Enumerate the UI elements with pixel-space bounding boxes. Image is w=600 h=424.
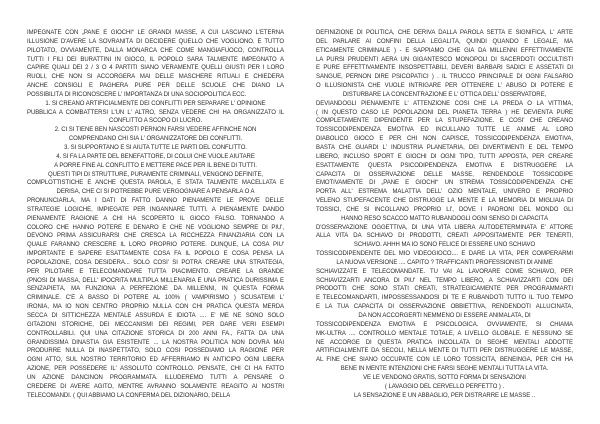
text-line: O ILLUSIONISTA CHE VUOLE INTRIGARE PER OTTENERE L' ABUSO DI POTERE È (316, 83, 573, 90)
text-line: QUALE FARANNO CRESCERE IL LORO PROPRIO POTERE. DUNQUE, LA COSA PIU' (27, 242, 284, 249)
text-line: COMPRENDANO CHI SIA L' ORGANIZZATORE DEI CONFLITTI. (68, 136, 243, 143)
text-line: BASTA CHE GUARDI L' INDUSTRIA PLANETARIA, DEI DIVERTIMENTI E DEL TEMPO (316, 144, 573, 151)
text-line: NE ACCORGE DI QUESTA PRATICA INCOLLATA DI SEGHE MENTALI ADDOTTE (316, 339, 573, 346)
text-line: E LA TUA CAPACITÀ DI OSSERVAZIONE OBBIETTIVA, RENDENDOTI ALLUCINATA, (316, 304, 573, 311)
text-line: HANNO RESO SCACCO MATTO RUBANDOGLI OGNI SENSO DI CAPACITÀ (341, 215, 548, 222)
text-line: GRANDISSIMA DINASTIA GIÀ ESISTENTE ... LA NOSTRA POLITICA NON DOVRÀ MAI (27, 339, 284, 346)
text-line: SANGUE, PERNON DIRE PSICOPATICI ) . IL TRUCCO PRINCIPALE DI OGNI FALSARIO (316, 74, 573, 81)
text-line: IRONIA, MA IO NON CENTRO PROPRIO NULLA CON CHI PRATICA QUESTA MERDA (27, 304, 284, 311)
text-line: (PNOSI DI MASSA, DELL' IPOCRITA MULTIPLA MILLENARIA È UNA PRATICA DURISSIMA E (27, 277, 284, 284)
text-line: PUBBLICA A COMBATTERSI L'UN L' ALTRO, SENZA VEDERE CHI HA ORGANIZZATO IL (27, 109, 284, 116)
text-line: CONTROLLABILI. QUI UNA CITAZIONE STORICA DI 200 ANNI FA., FATTA DA UNA (27, 330, 284, 337)
text-line: POPOLAZIONE, COSA DESIDERA... SOLO COSI' SI POTRÀ CREARE UNA STRATEGIA, (27, 259, 284, 266)
text-line: PILOTATO, OVVIAMENTE, DALLA MONARCA CHE COME MANGIAFUOCO, CONTROLLA (27, 47, 284, 54)
text-line: A PORRE FINE AL CONFLITTO E METTERE PACE PER IL BENE DI TUTTI. (54, 162, 257, 169)
text-line: D'OSSERVAZIONE OGGETTIVA, DI UNA VITA LIBERA AUTODETERMINATA E' ATTORE (316, 224, 573, 231)
text-line: DEVONO PRIMA ASSICURARSI CHE CRESCA LA RICCHEZZA FINANZIARIA CON LA (27, 233, 284, 240)
text-line: DIABOLICO GIOCO E PER CHI NON CAPISCE, TOSSICODIPENDENZA EMOTIVA, (316, 136, 573, 143)
text-line: ( LAVAGGIO DEL CERVELLO PERFETTO ) . (384, 383, 505, 390)
text-line: AL FINE CHE SIANO OCCUPATE CON LE LORO TOSSICITÀ, BENEINGA, PER CHI HA (316, 357, 573, 364)
text-line: EMOTIVAMENTE DI „PANE E GIOCHI“ UN STREMA TOSSICODIPENDENZA CHE (316, 180, 573, 187)
text-line: VELENO STUPEFACENTE CHE DISTRUGGE LA MENTE E LA MEMORIA DI MIGLIAIA DI (316, 198, 573, 205)
text-line: AZIONE, PER POSSEDERE IL' ASSOLUTO CONTROLLO. PENSATE, CHI CI HA FATTO (27, 366, 284, 373)
text-line: ALLA VITA DA SCHIAVO DI PRODOTTI, CREATI APPOSITAMENTE PER TENERTI, (316, 233, 573, 240)
text-line: PORTA ALL' ESTREMA MALATTIA DELL' OZIO MENTALE, UNIVERO E PROPRIO (316, 189, 573, 196)
text-line: COMPLOTTISTICHE È ANCHE QUESTA PAROLA, È STATA TALMENTE MACELLATA E (27, 180, 284, 187)
text-line: COLORO CHE HANNO POTERE E DENARO È CHE NE VOGLIONO SEMPRE DI PIU', (27, 224, 284, 231)
text-line: SECCA DI SITTICHEZZA MENTALE ASSURDA E IDIOTA .... E' ME NE SONO SOLO (27, 313, 284, 319)
text-line: TELECOMANDI. ( QUI ABBIAMO LA CONFERMA DEL DIZIONARIO, DELLA (27, 392, 231, 399)
text-line: TOSSICI, CHE SI INCOLLANO PROPRIO LI', DOVE I PADRONI DEL MONDO GLI (316, 206, 573, 213)
left-text-column (27, 29, 284, 400)
text-line: VE LE VENDONO GRATIS, SOTTO FORMA DI SENSAZIONI (363, 374, 526, 381)
text-line: CAPIRE QUALI DEI 2 / 3 O 4 PARTITI SIANO VERAMENTE QUELLI GIUSTI PER I LORO (27, 65, 284, 72)
text-line: DEL PARLARE AI CONFINI DELLA LEGALITÀ, QUINDI QUANDO È LEGALE, MA (316, 38, 573, 45)
text-line: OGNI ATTO, SUL NOSTRO TERRITORIO ED AFFERRIAMO IN ANTICIPO OGNI LIBERA (27, 357, 284, 364)
text-line: COMPLETAMENTE DIPENDENTE PER LA STUPEFAZIONE. E COSI' CHE CREANO (316, 118, 573, 125)
text-line: PRODURRE NULLA DI INASPETTATO, SOLO COSI POSSEDIAMO LA RAGIONE PER (27, 348, 284, 355)
text-line: 3. SI SUPPORTANO E SI AIUTA TUTTE LE PARTI DEL CONFLITTO. (64, 144, 247, 151)
text-line: DA NON ACCORGERTI NEMMENO DI ESSERE ANIMALATA, DI (358, 313, 531, 319)
text-line: IMPEGNATE CON „PANE E GIOCHI“ LE GRANDI MASSE, A CUI LASCIANO L'ETERNA (27, 30, 284, 36)
text-line: ILLUSIONE D'AVERE LA SOVRANITÀ DI DECIDERE QUELLO CHE VOGLIONO. È TUTTO (27, 38, 284, 45)
text-line: SCHIAVIZZATE E TELECOMANDATE. TU VAI AL LAVORARE COME SCHIAVO, PER (316, 268, 573, 275)
text-line: ARTIFICIALMENTE DA SECOLI, NELLA MENTE DI TUTTI PER DISTRUGGERE LE MASSE, (316, 348, 573, 355)
text-line: DERISA, CHE CI SI POTREBBE PURE VERGOGNARE A PENSARLA O A (56, 189, 255, 196)
text-line: RUOLI, CHE NON SI ACCORGERÀ MAI DELLE MASCHERE RITUALI E CHIEDERÀ (27, 74, 284, 81)
text-line: PRODOTTI CHE SONO STATI CREATI, STRATEGICAMENTE PER PROGRAMMARTI (316, 286, 573, 293)
text-line: PRONUNCIARLA, MA I DATI DI FATTO DANNO PIENAMENTE LE PROVE DELLE (27, 198, 284, 205)
text-line: E TELECOMANDARTI, IMPOSSESSANDOSI DI TE E RUBANDOTI TUTTO IL TUO TEMPO (316, 295, 573, 302)
text-line: SENZAPIETÀ, MA FUNZIONA A PERFEZIONE DA MILLENNI, IN QUESTA FORMA (27, 286, 284, 293)
text-line: POSSIBILITÀ DI RICONOSCERE L' IMPORTANZA DI UNA SOCIOPOLITICA ECC. (27, 91, 247, 98)
text-line: ANCHE CONSIGLI E PAGHERÀ PURE PER DELLE SCUOLE CHE DIANO LA (27, 83, 284, 90)
text-line: STRATEGIE LOGICHE, IMPIEGATE PER INGANNARE TUTTI. A PIENAMENTE DANDO (27, 206, 284, 213)
text-line: CONFLITTO A SCOPO DI LUCRO. (109, 118, 202, 125)
text-line: E PURE EFFETTIVAMENTE INSOSPETTABILI, DEVERI BARBARI SADICI E ASSETATI DI (316, 65, 573, 72)
text-line: ( IN QUESTO CASO LE POPOLAZIONI DEL PIANETA TERRA ) HE DEVIENTA PURE (316, 109, 573, 116)
text-line: MK-ULTRA .... CONTROLLO MENTALE TOTALE, A LIVELLO GLOBALE. E NESSUNO SE (316, 330, 573, 337)
text-line: PIENAMENTE RAGIONE A CHI HA SCOPERTO IL GIOCO FALSO. TORNANDO A (27, 215, 284, 222)
text-line: TOSSICODIPENDENZA EMOTIVA ED INCULLANO TUTTE LE ANIME AL LORO (316, 127, 573, 134)
text-line: 1. SI CREANO ARTIFICIALMENTE DEI CONFLITTI PER SEPARARE L' OPINIONE (45, 100, 266, 107)
text-line: LA NUOVA VERSIONE .... CAPITO ? TRAFFICANTI PROFESSIONISTI DI ANIME (336, 259, 553, 266)
text-line: TUTTI I FILI DEI BURATTINI IN GIOCO, IL POPOLO SARÀ TALMENTE IMPEGNATO A (27, 56, 284, 63)
text-line: ETICAMENTE CRIMINALE ) - E SAPPIAMO CHE GIÀ DA MILLENNI EFFETTIVAMENTE (316, 47, 573, 54)
text-line: LIBERO, INCLUSO SPORT E GIOCHI DI OGNI TIPO, TUTTI APPOSTA, PER CREARE (316, 153, 573, 160)
text-line: UN AZIONE DANCINON PROGRAMMATA. ILLUDEREMO TUTTI A PENSARE O (27, 374, 284, 381)
text-line: BENE IN MENTE INTENZIONI CHE FARSI SEGHE MENTALI TUTTA LA VITA. (340, 366, 549, 373)
text-line: CAPACITÀ DI OSSERVAZIONE DELLE MASSE, RENDENDOLE TOSSICODIPE (316, 171, 573, 178)
text-line: SCHIAVO. AHHH MA IO SONO FELICE DI ESSERE UNO SCHIAVO (353, 242, 536, 249)
text-line: LA SENSAZIONE È UN ABBAGLIO, PER DISTRARRE LE MASSE .. (353, 392, 536, 399)
text-line: 2. CI SI TIENE BEN NASCOSTI PERNON FARSI VEDERE AFFINCHÉ NON (54, 127, 257, 134)
text-line: DEFINIZIONE DI POLITICA, CHE DERIVA DALLA PAROLA SETTA E SIGNIFICA, L' ARTE (316, 30, 573, 36)
text-line: CRIMINALE. C'È A BASSO DI POTERE AL 100% ( VAMPIRISMO ) SCUSATEMI L' (27, 295, 284, 302)
text-line: DEVIANDOGLI PIENAMENTE L' ATTENZIONE COSI CHE LA PREDA O LA VITTIMA, (316, 100, 573, 107)
text-line: TOSSICODIPENDENTE DEL MIO VIDEOGIOCO.... E DARE LA VITA, PER COMPERARMI (316, 251, 573, 258)
text-line: LA PURSI PRUDENTI AERA UN GIGANTESCO MONOPOLI DI SACERDOTI OCCULTISTI (316, 56, 573, 63)
text-line: IMPORTANTE È SAPERE ESATTAMENTE COSA FA IL POPOLO E COSA PENSA LA (27, 251, 284, 258)
text-line: PER PILOTARE E TELECOMANDARE TUTTA PIACIMENTO. CREARE LA GRANDE (27, 268, 284, 275)
text-line: QUESTI TIPI DI STRUTTURE, PURAMENTE CRIMINALI, VENGONO DEFINITE, (47, 171, 264, 178)
text-line: TOSSICODIPENDENZA EMOTIVA E PSICOLOGICA. OVVIAMENTE, SI CHIAMA (316, 321, 573, 328)
text-line: SCHIAVIZZARTI ANCORA DI PIU' NEL TEMPO LIBERO, A SCHIAVIZZARTI CON DEI (316, 277, 573, 284)
text-line: ESATTAMENTE QUESTA PSICODIPENDENZA EMOTIVA E DISTRUGGERE LA (316, 162, 573, 169)
text-line: DISTURBARE LA CONCENTRAZIONE E L' OTTICA DELL' OSSERVATORE, (342, 91, 547, 98)
text-line: GITAZIONI STORICHE, DEI MECCANISMI DEI REGIMI, PER DARE VERI ESEMPI (27, 321, 284, 328)
text-line: 4. SI FA LA PARTE DEL BENEFATTORE, DI COLUI CHE VUOLE AIUTARE (56, 153, 255, 160)
right-text-column (316, 29, 573, 400)
text-line: CREDERE DI AVERE AGITO, MENTRE AVRANNO SOLAMENTE REAGITO AI NOSTRI (27, 383, 284, 390)
